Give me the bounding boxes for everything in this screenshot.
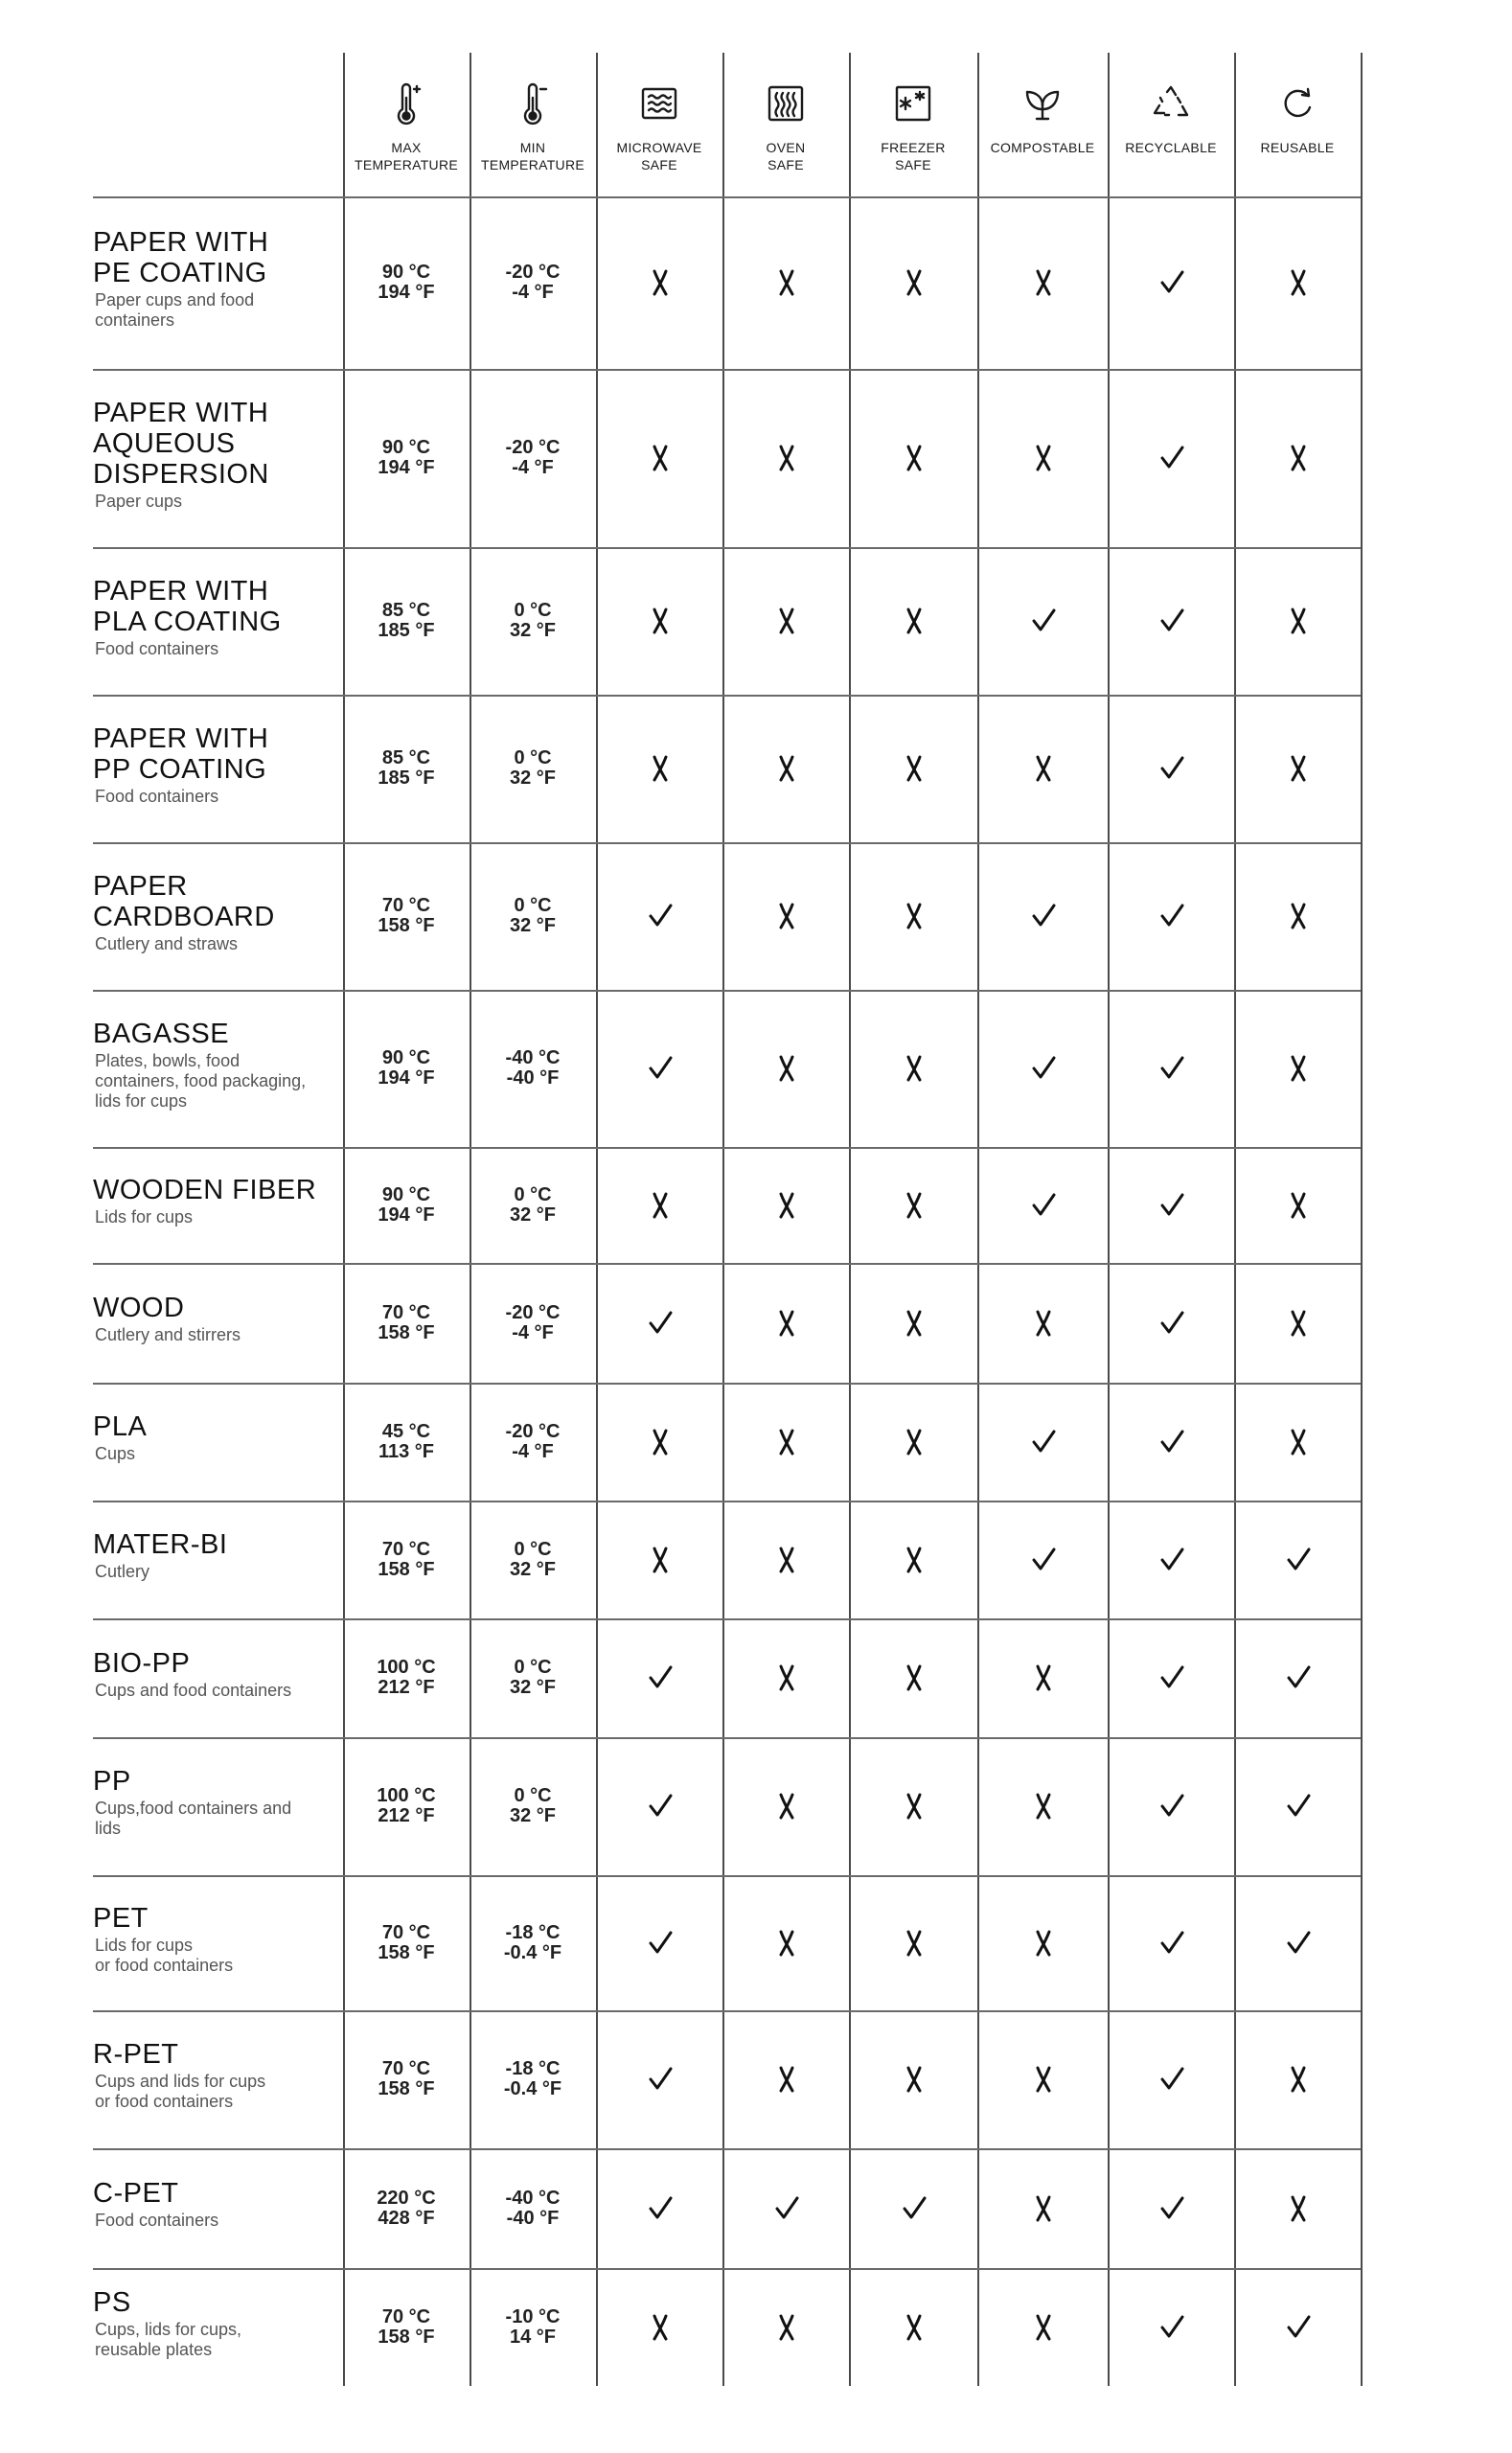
material-use: Food containers bbox=[95, 787, 219, 806]
min-temperature-celsius: 0 °C bbox=[514, 600, 552, 621]
column-header-label: MIN TEMPERATURE bbox=[480, 140, 585, 172]
cross-icon bbox=[597, 264, 723, 302]
check-icon bbox=[1235, 1924, 1362, 1962]
max-temperature-value bbox=[344, 2307, 469, 2348]
max-temperature-celsius: 85 °C bbox=[381, 600, 431, 621]
cross-icon bbox=[723, 1924, 850, 1962]
min-temperature-value bbox=[470, 2059, 595, 2099]
cross-icon bbox=[597, 749, 723, 788]
min-temperature-fahrenheit: 32 °F bbox=[509, 1677, 557, 1698]
cross-icon bbox=[978, 1659, 1109, 1697]
max-temperature-fahrenheit: 158 °F bbox=[378, 2326, 435, 2348]
min-temperature-celsius: -40 °C bbox=[505, 1047, 561, 1068]
cross-icon bbox=[850, 439, 978, 477]
cross-icon bbox=[850, 2308, 978, 2347]
row-divider bbox=[93, 1618, 1361, 1620]
cross-icon bbox=[978, 1924, 1109, 1962]
check-icon bbox=[1235, 1787, 1362, 1825]
min-temperature-celsius: -20 °C bbox=[505, 1420, 561, 1442]
cross-icon bbox=[723, 2060, 850, 2098]
max-temperature-celsius: 70 °C bbox=[381, 2305, 431, 2327]
max-temperature-value bbox=[344, 1303, 469, 1343]
cross-icon bbox=[723, 1541, 850, 1579]
cross-icon bbox=[978, 2189, 1109, 2228]
cross-icon bbox=[978, 2060, 1109, 2098]
material-use: Paper cups bbox=[95, 492, 183, 511]
column-header bbox=[343, 53, 470, 196]
row-divider bbox=[93, 547, 1361, 549]
thermometer-minus-icon bbox=[470, 78, 596, 129]
check-icon bbox=[597, 1304, 723, 1342]
check-icon bbox=[1109, 2060, 1235, 2098]
max-temperature-fahrenheit: 158 °F bbox=[378, 2078, 435, 2099]
column-header-label: RECYCLABLE bbox=[1125, 140, 1217, 155]
max-temperature-value bbox=[344, 1923, 469, 1963]
min-temperature-celsius: 0 °C bbox=[514, 1183, 552, 1205]
column-header bbox=[977, 53, 1108, 196]
min-temperature-value bbox=[470, 601, 595, 641]
check-icon bbox=[1235, 1541, 1362, 1579]
cross-icon bbox=[723, 1659, 850, 1697]
row-divider bbox=[93, 990, 1361, 992]
max-temperature-celsius: 90 °C bbox=[381, 1183, 431, 1205]
cross-icon bbox=[723, 439, 850, 477]
max-temperature-fahrenheit: 158 °F bbox=[378, 1321, 435, 1343]
max-temperature-value bbox=[344, 2059, 469, 2099]
column-header-label: REUSABLE bbox=[1260, 140, 1335, 155]
check-icon bbox=[723, 2189, 850, 2228]
check-icon bbox=[978, 1049, 1109, 1088]
check-icon bbox=[1109, 1049, 1235, 1088]
min-temperature-fahrenheit: -4 °F bbox=[512, 457, 554, 478]
max-temperature-value bbox=[344, 1540, 469, 1580]
min-temperature-fahrenheit: -40 °F bbox=[506, 1067, 560, 1089]
cross-icon bbox=[850, 897, 978, 935]
material-name: BAGASSE bbox=[93, 1019, 230, 1049]
material-name: PS bbox=[93, 2287, 131, 2318]
check-icon bbox=[1109, 1186, 1235, 1225]
material-name: PLA bbox=[93, 1411, 148, 1442]
min-temperature-fahrenheit: 32 °F bbox=[509, 1204, 557, 1226]
min-temperature-celsius: -20 °C bbox=[505, 437, 561, 458]
material-name: WOODEN FIBER bbox=[93, 1175, 317, 1205]
cross-icon bbox=[1235, 1304, 1362, 1342]
cross-icon bbox=[1235, 264, 1362, 302]
cross-icon bbox=[723, 1787, 850, 1825]
min-temperature-fahrenheit: -4 °F bbox=[512, 1440, 554, 1462]
material-use: Cups and food containers bbox=[95, 1681, 292, 1700]
check-icon bbox=[1109, 2189, 1235, 2228]
cross-icon bbox=[1235, 1423, 1362, 1461]
freezer-icon bbox=[849, 78, 977, 129]
check-icon bbox=[1235, 2308, 1362, 2347]
cross-icon bbox=[1235, 749, 1362, 788]
row-divider bbox=[93, 1875, 1361, 1877]
max-temperature-fahrenheit: 194 °F bbox=[378, 1204, 435, 1226]
column-header bbox=[849, 53, 977, 196]
cross-icon bbox=[850, 1659, 978, 1697]
max-temperature-value bbox=[344, 601, 469, 641]
cross-icon bbox=[978, 2308, 1109, 2347]
check-icon bbox=[597, 2060, 723, 2098]
column-header-label: COMPOSTABLE bbox=[990, 140, 1095, 155]
max-temperature-celsius: 90 °C bbox=[381, 437, 431, 458]
max-temperature-fahrenheit: 185 °F bbox=[378, 768, 435, 789]
recycle-icon bbox=[1108, 78, 1234, 129]
min-temperature-fahrenheit: 32 °F bbox=[509, 1558, 557, 1580]
check-icon bbox=[1109, 1423, 1235, 1461]
thermometer-plus-icon bbox=[343, 78, 470, 129]
min-temperature-fahrenheit: 14 °F bbox=[509, 2326, 557, 2348]
check-icon bbox=[978, 1541, 1109, 1579]
max-temperature-fahrenheit: 194 °F bbox=[378, 1067, 435, 1089]
cross-icon bbox=[978, 1304, 1109, 1342]
max-temperature-celsius: 100 °C bbox=[377, 1785, 436, 1806]
cross-icon bbox=[723, 897, 850, 935]
cross-icon bbox=[978, 439, 1109, 477]
material-use: Lids for cups or food containers bbox=[95, 1936, 234, 1975]
cross-icon bbox=[723, 264, 850, 302]
reuse-icon bbox=[1234, 78, 1361, 129]
min-temperature-celsius: -20 °C bbox=[505, 1301, 561, 1323]
microwave-icon bbox=[596, 78, 722, 129]
check-icon bbox=[978, 602, 1109, 640]
min-temperature-value bbox=[470, 1422, 595, 1462]
column-header-label: OVEN SAFE bbox=[766, 140, 806, 172]
max-temperature-fahrenheit: 212 °F bbox=[378, 1805, 435, 1826]
cross-icon bbox=[850, 1304, 978, 1342]
material-use: Cups,food containers and lids bbox=[95, 1799, 292, 1838]
check-icon bbox=[1109, 1304, 1235, 1342]
min-temperature-value bbox=[470, 748, 595, 789]
min-temperature-celsius: -18 °C bbox=[505, 2058, 561, 2079]
row-divider bbox=[93, 1737, 1361, 1739]
min-temperature-fahrenheit: 32 °F bbox=[509, 620, 557, 641]
max-temperature-fahrenheit: 428 °F bbox=[378, 2207, 435, 2229]
check-icon bbox=[1109, 1541, 1235, 1579]
material-use: Cups bbox=[95, 1444, 136, 1463]
min-temperature-celsius: 0 °C bbox=[514, 1657, 552, 1678]
material-use: Paper cups and food containers bbox=[95, 290, 255, 330]
cross-icon bbox=[850, 264, 978, 302]
cross-icon bbox=[978, 1787, 1109, 1825]
max-temperature-value bbox=[344, 748, 469, 789]
check-icon bbox=[978, 897, 1109, 935]
max-temperature-celsius: 90 °C bbox=[381, 262, 431, 283]
cross-icon bbox=[978, 749, 1109, 788]
max-temperature-celsius: 70 °C bbox=[381, 2058, 431, 2079]
column-header bbox=[1108, 53, 1234, 196]
min-temperature-celsius: -18 °C bbox=[505, 1921, 561, 1943]
material-use: Food containers bbox=[95, 639, 219, 658]
min-temperature-value bbox=[470, 1185, 595, 1226]
material-name: PAPER WITH AQUEOUS DISPERSION bbox=[93, 398, 269, 490]
max-temperature-fahrenheit: 158 °F bbox=[378, 1558, 435, 1580]
max-temperature-value bbox=[344, 1786, 469, 1826]
max-temperature-value bbox=[344, 896, 469, 936]
leaf-icon bbox=[977, 78, 1108, 129]
min-temperature-fahrenheit: -0.4 °F bbox=[503, 1941, 562, 1963]
material-name: MATER-BI bbox=[93, 1529, 228, 1560]
cross-icon bbox=[850, 1924, 978, 1962]
max-temperature-value bbox=[344, 438, 469, 478]
material-name: PAPER WITH PP COATING bbox=[93, 723, 269, 785]
cross-icon bbox=[850, 1541, 978, 1579]
row-divider bbox=[93, 2010, 1361, 2012]
min-temperature-value bbox=[470, 1540, 595, 1580]
check-icon bbox=[1109, 1659, 1235, 1697]
material-name: WOOD bbox=[93, 1293, 185, 1323]
min-temperature-value bbox=[470, 1303, 595, 1343]
min-temperature-value bbox=[470, 1658, 595, 1698]
max-temperature-fahrenheit: 158 °F bbox=[378, 1941, 435, 1963]
cross-icon bbox=[850, 2060, 978, 2098]
cross-icon bbox=[1235, 602, 1362, 640]
max-temperature-value bbox=[344, 1422, 469, 1462]
max-temperature-celsius: 70 °C bbox=[381, 1921, 431, 1943]
material-name: PAPER WITH PE COATING bbox=[93, 227, 269, 288]
cross-icon bbox=[850, 1787, 978, 1825]
max-temperature-celsius: 85 °C bbox=[381, 747, 431, 768]
column-header bbox=[596, 53, 722, 196]
column-header bbox=[1234, 53, 1361, 196]
material-use: Cutlery and stirrers bbox=[95, 1325, 241, 1344]
min-temperature-celsius: -40 °C bbox=[505, 2187, 561, 2209]
cross-icon bbox=[723, 602, 850, 640]
min-temperature-fahrenheit: -4 °F bbox=[512, 282, 554, 303]
check-icon bbox=[1109, 439, 1235, 477]
check-icon bbox=[597, 1787, 723, 1825]
min-temperature-value bbox=[470, 438, 595, 478]
min-temperature-value bbox=[470, 263, 595, 303]
max-temperature-fahrenheit: 194 °F bbox=[378, 457, 435, 478]
max-temperature-celsius: 70 °C bbox=[381, 1301, 431, 1323]
cross-icon bbox=[723, 1304, 850, 1342]
cross-icon bbox=[597, 1423, 723, 1461]
max-temperature-fahrenheit: 185 °F bbox=[378, 620, 435, 641]
column-header bbox=[722, 53, 849, 196]
max-temperature-celsius: 70 °C bbox=[381, 895, 431, 916]
max-temperature-fahrenheit: 158 °F bbox=[378, 915, 435, 936]
cross-icon bbox=[850, 1186, 978, 1225]
max-temperature-value bbox=[344, 263, 469, 303]
check-icon bbox=[1109, 1787, 1235, 1825]
min-temperature-value bbox=[470, 2189, 595, 2229]
check-icon bbox=[1109, 1924, 1235, 1962]
max-temperature-fahrenheit: 194 °F bbox=[378, 282, 435, 303]
cross-icon bbox=[597, 2308, 723, 2347]
check-icon bbox=[597, 1049, 723, 1088]
max-temperature-value bbox=[344, 1185, 469, 1226]
material-use: Lids for cups bbox=[95, 1207, 194, 1226]
material-use: Cutlery and straws bbox=[95, 934, 239, 953]
min-temperature-value bbox=[470, 1048, 595, 1089]
cross-icon bbox=[850, 1423, 978, 1461]
cross-icon bbox=[723, 1186, 850, 1225]
max-temperature-celsius: 220 °C bbox=[377, 2187, 436, 2209]
check-icon bbox=[1109, 2308, 1235, 2347]
column-header-label: FREEZER SAFE bbox=[881, 140, 946, 172]
cross-icon bbox=[597, 602, 723, 640]
min-temperature-fahrenheit: -40 °F bbox=[506, 2207, 560, 2229]
material-name: PAPER CARDBOARD bbox=[93, 871, 275, 932]
max-temperature-celsius: 90 °C bbox=[381, 1047, 431, 1068]
max-temperature-fahrenheit: 113 °F bbox=[378, 1440, 435, 1462]
check-icon bbox=[597, 1924, 723, 1962]
check-icon bbox=[597, 897, 723, 935]
max-temperature-celsius: 100 °C bbox=[377, 1657, 436, 1678]
row-divider bbox=[93, 196, 1361, 198]
min-temperature-celsius: -10 °C bbox=[505, 2305, 561, 2327]
column-header bbox=[470, 53, 596, 196]
cross-icon bbox=[850, 602, 978, 640]
row-divider bbox=[93, 1383, 1361, 1385]
material-name: PET bbox=[93, 1903, 149, 1934]
max-temperature-value bbox=[344, 2189, 469, 2229]
material-use: Cups and lids for cups or food containers bbox=[95, 2072, 266, 2111]
min-temperature-celsius: 0 °C bbox=[514, 1538, 552, 1560]
column-header-label: MICROWAVE SAFE bbox=[616, 140, 702, 172]
cross-icon bbox=[978, 264, 1109, 302]
max-temperature-value bbox=[344, 1658, 469, 1698]
cross-icon bbox=[723, 2308, 850, 2347]
oven-icon bbox=[722, 78, 849, 129]
cross-icon bbox=[597, 1541, 723, 1579]
min-temperature-fahrenheit: -0.4 °F bbox=[503, 2078, 562, 2099]
row-divider bbox=[93, 842, 1361, 844]
min-temperature-fahrenheit: 32 °F bbox=[509, 1805, 557, 1826]
material-name: R-PET bbox=[93, 2039, 179, 2070]
check-icon bbox=[597, 1659, 723, 1697]
material-use: Cups, lids for cups, reusable plates bbox=[95, 2320, 242, 2359]
min-temperature-value bbox=[470, 2307, 595, 2348]
row-divider bbox=[93, 1147, 1361, 1149]
material-name: C-PET bbox=[93, 2178, 179, 2209]
max-temperature-fahrenheit: 212 °F bbox=[378, 1677, 435, 1698]
cross-icon bbox=[1235, 897, 1362, 935]
min-temperature-celsius: 0 °C bbox=[514, 747, 552, 768]
material-use: Cutlery bbox=[95, 1562, 150, 1581]
row-divider bbox=[93, 369, 1361, 371]
check-icon bbox=[1109, 602, 1235, 640]
material-name: PP bbox=[93, 1766, 131, 1797]
check-icon bbox=[1235, 1659, 1362, 1697]
cross-icon bbox=[850, 1049, 978, 1088]
check-icon bbox=[1109, 749, 1235, 788]
cross-icon bbox=[597, 439, 723, 477]
row-divider bbox=[93, 2268, 1361, 2270]
min-temperature-fahrenheit: 32 °F bbox=[509, 915, 557, 936]
min-temperature-value bbox=[470, 1786, 595, 1826]
max-temperature-value bbox=[344, 1048, 469, 1089]
min-temperature-fahrenheit: -4 °F bbox=[512, 1321, 554, 1343]
min-temperature-value bbox=[470, 1923, 595, 1963]
cross-icon bbox=[850, 749, 978, 788]
cross-icon bbox=[1235, 1186, 1362, 1225]
check-icon bbox=[978, 1423, 1109, 1461]
material-use: Plates, bowls, food containers, food packaging, lids for cups bbox=[95, 1051, 307, 1111]
cross-icon bbox=[723, 1049, 850, 1088]
check-icon bbox=[850, 2189, 978, 2228]
column-header-label: MAX TEMPERATURE bbox=[354, 140, 459, 172]
row-divider bbox=[93, 1263, 1361, 1265]
cross-icon bbox=[1235, 1049, 1362, 1088]
row-divider bbox=[93, 2148, 1361, 2150]
max-temperature-celsius: 45 °C bbox=[381, 1420, 431, 1442]
material-name: PAPER WITH PLA COATING bbox=[93, 576, 282, 637]
min-temperature-celsius: -20 °C bbox=[505, 262, 561, 283]
cross-icon bbox=[723, 749, 850, 788]
min-temperature-celsius: 0 °C bbox=[514, 895, 552, 916]
cross-icon bbox=[723, 1423, 850, 1461]
cross-icon bbox=[1235, 439, 1362, 477]
min-temperature-fahrenheit: 32 °F bbox=[509, 768, 557, 789]
max-temperature-celsius: 70 °C bbox=[381, 1538, 431, 1560]
cross-icon bbox=[1235, 2189, 1362, 2228]
row-divider bbox=[93, 1501, 1361, 1502]
min-temperature-celsius: 0 °C bbox=[514, 1785, 552, 1806]
cross-icon bbox=[1235, 2060, 1362, 2098]
cross-icon bbox=[597, 1186, 723, 1225]
check-icon bbox=[978, 1186, 1109, 1225]
material-use: Food containers bbox=[95, 2211, 219, 2230]
min-temperature-value bbox=[470, 896, 595, 936]
check-icon bbox=[597, 2189, 723, 2228]
material-name: BIO-PP bbox=[93, 1648, 191, 1679]
check-icon bbox=[1109, 897, 1235, 935]
row-divider bbox=[93, 695, 1361, 697]
check-icon bbox=[1109, 264, 1235, 302]
